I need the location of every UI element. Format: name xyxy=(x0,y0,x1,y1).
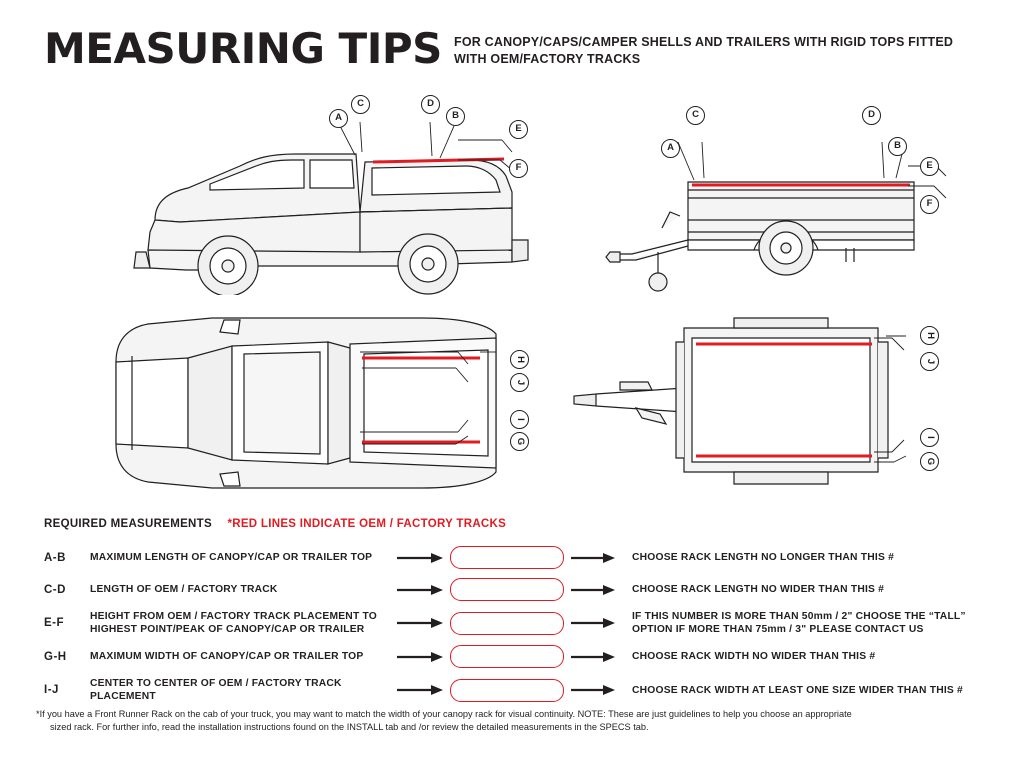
header xyxy=(44,22,984,78)
callout-truck-side-d: D xyxy=(421,95,440,114)
measurement-input-g-h[interactable] xyxy=(450,645,564,668)
measurement-description: MAXIMUM LENGTH OF CANOPY/CAP OR TRAILER TOP xyxy=(90,552,373,563)
callout-truck-side-e: E xyxy=(509,120,528,139)
measurement-row xyxy=(44,578,984,601)
measurement-code: C-D xyxy=(44,583,66,596)
callout-truck-side-b: B xyxy=(446,107,465,126)
measurement-input-i-j[interactable] xyxy=(450,679,564,702)
arrow-right-icon xyxy=(390,651,450,663)
trailer-top-view-illustration xyxy=(556,312,956,492)
measurement-result: CHOOSE RACK WIDTH AT LEAST ONE SIZE WIDER THAN THIS # xyxy=(632,684,963,696)
callout-truck-side-a: A xyxy=(329,109,348,128)
callout-truck-side-c: C xyxy=(351,95,370,114)
footnote-line-1: *If you have a Front Runner Rack on the cab of your truck, you may want to match the width of your canopy rack for visual continuity. NOTE: These are just guidelines to help you choose an appropriate xyxy=(36,709,852,719)
truck-side-view-illustration xyxy=(60,100,540,295)
footnote xyxy=(36,708,988,734)
arrow-right-icon xyxy=(564,684,622,696)
arrow-right-icon xyxy=(564,552,622,564)
arrow-right-icon xyxy=(564,651,622,663)
measurements-rows xyxy=(44,546,984,703)
measurement-row xyxy=(44,645,984,668)
measurement-input-a-b[interactable] xyxy=(450,546,564,569)
required-measurements-section xyxy=(44,518,984,712)
arrow-right-icon xyxy=(390,584,450,596)
arrow-right-icon xyxy=(564,617,622,629)
measurement-description: LENGTH OF OEM / FACTORY TRACK xyxy=(90,584,278,595)
callout-truck-top-i: I xyxy=(510,410,529,429)
arrow-right-icon xyxy=(564,584,622,596)
measurement-code: E-F xyxy=(44,617,65,629)
arrow-right-icon xyxy=(390,552,450,564)
measurement-result: IF THIS NUMBER IS MORE THAN 50mm / 2" CHOOSE THE “TALL” OPTION IF MORE THAN 75mm / 3" PLEASE CONTACT US xyxy=(632,611,966,635)
measurements-heading xyxy=(44,518,984,530)
callout-trailer-side-d: D xyxy=(862,106,881,125)
callout-trailer-top-g: G xyxy=(920,452,939,471)
callout-trailer-side-a: A xyxy=(661,139,680,158)
callout-trailer-side-b: B xyxy=(888,137,907,156)
callout-trailer-top-h: H xyxy=(920,326,939,345)
measurement-description: HEIGHT FROM OEM / FACTORY TRACK PLACEMENT TO HIGHEST POINT/PEAK OF CANOPY/CAP OR TRAILER xyxy=(90,611,378,635)
callout-truck-top-g: G xyxy=(510,432,529,451)
measurement-row xyxy=(44,546,984,569)
callout-truck-top-h: H xyxy=(510,350,529,369)
measurements-heading-note: *RED LINES INDICATE OEM / FACTORY TRACKS xyxy=(227,518,507,530)
measurement-code: I-J xyxy=(44,684,59,696)
callout-trailer-side-e: E xyxy=(920,157,939,176)
callout-truck-top-j: J xyxy=(510,373,529,392)
measurement-row xyxy=(44,677,984,703)
measurement-code: A-B xyxy=(44,551,66,564)
footnote-line-2: sized rack. For further info, read the installation instructions found on the INSTALL tab and /or review the detailed measurements in the SPECS tab. xyxy=(50,722,649,732)
measurement-result: CHOOSE RACK WIDTH NO WIDER THAN THIS # xyxy=(632,651,876,662)
callout-trailer-side-c: C xyxy=(686,106,705,125)
measurement-result: CHOOSE RACK LENGTH NO LONGER THAN THIS # xyxy=(632,552,894,563)
measurement-input-e-f[interactable] xyxy=(450,612,564,635)
callout-trailer-top-i: I xyxy=(920,428,939,447)
measurement-row xyxy=(44,610,984,636)
truck-top-view-illustration xyxy=(92,308,522,498)
measurement-code: G-H xyxy=(44,650,67,663)
callout-trailer-top-j: J xyxy=(920,352,939,371)
measurement-input-c-d[interactable] xyxy=(450,578,564,601)
page-subtitle: FOR CANOPY/CAPS/CAMPER SHELLS AND TRAILERS WITH RIGID TOPS FITTED WITH OEM/FACTORY TRACKS xyxy=(454,35,954,66)
page-title: MEASURING TIPS xyxy=(44,24,442,73)
measurement-description: CENTER TO CENTER OF OEM / FACTORY TRACK PLACEMENT xyxy=(90,678,342,702)
measurements-heading-label: REQUIRED MEASUREMENTS xyxy=(44,518,212,530)
measurement-description: MAXIMUM WIDTH OF CANOPY/CAP OR TRAILER TOP xyxy=(90,651,364,662)
measurement-result: CHOOSE RACK LENGTH NO WIDER THAN THIS # xyxy=(632,584,885,595)
arrow-right-icon xyxy=(390,684,450,696)
arrow-right-icon xyxy=(390,617,450,629)
callout-truck-side-f: F xyxy=(509,159,528,178)
callout-trailer-side-f: F xyxy=(920,195,939,214)
